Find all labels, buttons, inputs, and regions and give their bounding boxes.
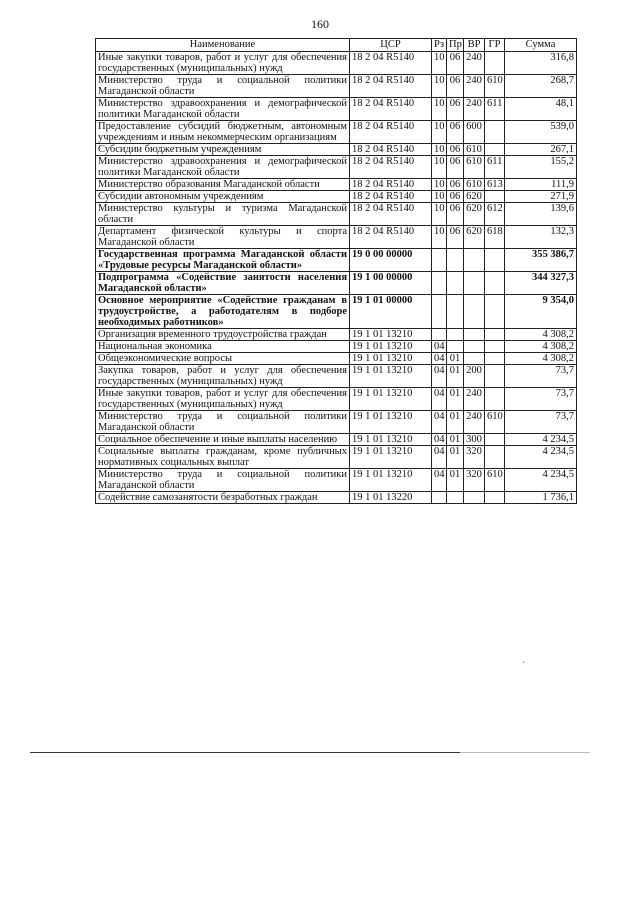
table-row (96, 434, 577, 446)
cell-rz: 10 (432, 52, 447, 75)
cell-csr: 19 1 01 13210 (350, 341, 432, 353)
cell-gr (485, 272, 505, 295)
cell-vr (464, 295, 485, 329)
cell-rz: 10 (432, 191, 447, 203)
cell-csr: 19 1 01 13210 (350, 446, 432, 469)
cell-csr: 18 2 04 R5140 (350, 203, 432, 226)
table-row (96, 179, 577, 191)
cell-sum: 268,7 (505, 75, 577, 98)
cell-pr: 01 (447, 469, 464, 492)
cell-csr: 18 2 04 R5140 (350, 52, 432, 75)
cell-rz: 04 (432, 341, 447, 353)
cell-sum: 4 308,2 (505, 353, 577, 365)
page-number: 160 (311, 17, 329, 31)
cell-vr: 300 (464, 434, 485, 446)
table-row (96, 121, 577, 144)
cell-pr: 01 (447, 446, 464, 469)
table-row (96, 388, 577, 411)
cell-name: Подпрограмма «Содействие занятости населения Магаданской области» (96, 272, 350, 295)
cell-vr: 240 (464, 388, 485, 411)
cell-csr: 19 1 01 13220 (350, 492, 432, 504)
cell-gr (485, 492, 505, 504)
table-row (96, 365, 577, 388)
cell-csr: 19 1 01 00000 (350, 295, 432, 329)
cell-sum: 1 736,1 (505, 492, 577, 504)
cell-name: Содействие самозанятости безработных граждан (96, 492, 350, 504)
cell-pr: 06 (447, 203, 464, 226)
cell-name: Иные закупки товаров, работ и услуг для обеспечения государственных (муниципальных) нужд (96, 388, 350, 411)
cell-vr: 620 (464, 226, 485, 249)
cell-rz (432, 295, 447, 329)
cell-pr: 06 (447, 75, 464, 98)
cell-name: Министерство здравоохранения и демографической политики Магаданской области (96, 98, 350, 121)
cell-name: Департамент физической культуры и спорта Магаданской области (96, 226, 350, 249)
cell-pr: 06 (447, 156, 464, 179)
cell-csr: 19 1 01 13210 (350, 434, 432, 446)
cell-gr: 611 (485, 98, 505, 121)
cell-csr: 18 2 04 R5140 (350, 98, 432, 121)
cell-name: Социальное обеспечение и иные выплаты населению (96, 434, 350, 446)
cell-pr: 06 (447, 52, 464, 75)
budget-table (95, 38, 577, 504)
cell-name: Министерство труда и социальной политики Магаданской области (96, 469, 350, 492)
table-row (96, 156, 577, 179)
cell-csr: 18 2 04 R5140 (350, 226, 432, 249)
cell-csr: 19 1 01 13210 (350, 388, 432, 411)
cell-gr (485, 388, 505, 411)
header-name: Наименование (96, 39, 350, 52)
cell-sum: 9 354,0 (505, 295, 577, 329)
cell-sum: 111,9 (505, 179, 577, 191)
table-header-row (96, 39, 577, 52)
table-row (96, 249, 577, 272)
cell-name: Основное мероприятие «Содействие гражданам в трудоустройстве, а работодателям в подборе необходимых работников» (96, 295, 350, 329)
cell-rz: 10 (432, 179, 447, 191)
cell-gr: 610 (485, 411, 505, 434)
cell-csr: 18 2 04 R5140 (350, 179, 432, 191)
scan-speck: ` (522, 660, 525, 670)
cell-csr: 19 1 00 00000 (350, 272, 432, 295)
cell-csr: 18 2 04 R5140 (350, 191, 432, 203)
cell-vr: 620 (464, 191, 485, 203)
table-row (96, 469, 577, 492)
cell-name: Организация временного трудоустройства граждан (96, 329, 350, 341)
cell-sum: 4 234,5 (505, 446, 577, 469)
cell-sum: 4 234,5 (505, 469, 577, 492)
cell-rz: 10 (432, 156, 447, 179)
cell-vr: 240 (464, 98, 485, 121)
cell-pr: 01 (447, 434, 464, 446)
cell-sum: 73,7 (505, 388, 577, 411)
cell-csr: 18 2 04 R5140 (350, 75, 432, 98)
cell-vr: 240 (464, 411, 485, 434)
cell-pr: 01 (447, 411, 464, 434)
cell-rz: 04 (432, 353, 447, 365)
cell-sum: 155,2 (505, 156, 577, 179)
cell-csr: 19 1 01 13210 (350, 353, 432, 365)
table-row (96, 446, 577, 469)
cell-name: Субсидии бюджетным учреждениям (96, 144, 350, 156)
cell-sum: 344 327,3 (505, 272, 577, 295)
cell-rz: 10 (432, 226, 447, 249)
cell-rz: 04 (432, 446, 447, 469)
header-gr: ГР (485, 39, 505, 52)
table-row (96, 272, 577, 295)
cell-rz: 10 (432, 144, 447, 156)
cell-name: Субсидии автономным учреждениям (96, 191, 350, 203)
cell-sum: 48,1 (505, 98, 577, 121)
cell-sum: 73,7 (505, 411, 577, 434)
cell-gr: 610 (485, 469, 505, 492)
cell-rz (432, 272, 447, 295)
cell-sum: 355 386,7 (505, 249, 577, 272)
header-vr: ВР (464, 39, 485, 52)
table-row (96, 52, 577, 75)
cell-vr: 320 (464, 446, 485, 469)
cell-pr: 06 (447, 144, 464, 156)
cell-sum: 271,9 (505, 191, 577, 203)
footer-rule (30, 752, 460, 753)
table-row (96, 75, 577, 98)
cell-vr (464, 492, 485, 504)
cell-sum: 73,7 (505, 365, 577, 388)
header-csr: ЦСР (350, 39, 432, 52)
cell-rz: 04 (432, 411, 447, 434)
table-row (96, 492, 577, 504)
cell-rz (432, 492, 447, 504)
cell-sum: 4 308,2 (505, 329, 577, 341)
cell-pr: 06 (447, 191, 464, 203)
cell-gr: 612 (485, 203, 505, 226)
cell-gr (485, 446, 505, 469)
cell-rz: 10 (432, 98, 447, 121)
cell-vr: 240 (464, 75, 485, 98)
cell-vr: 600 (464, 121, 485, 144)
cell-sum: 539,0 (505, 121, 577, 144)
header-pr: Пр (447, 39, 464, 52)
cell-rz: 10 (432, 121, 447, 144)
cell-vr: 320 (464, 469, 485, 492)
cell-sum: 132,3 (505, 226, 577, 249)
cell-name: Министерство труда и социальной политики Магаданской области (96, 411, 350, 434)
cell-sum: 267,1 (505, 144, 577, 156)
cell-vr: 610 (464, 179, 485, 191)
cell-pr: 06 (447, 226, 464, 249)
cell-csr: 19 1 01 13210 (350, 469, 432, 492)
cell-gr (485, 295, 505, 329)
cell-pr: 01 (447, 353, 464, 365)
cell-gr (485, 52, 505, 75)
cell-rz: 04 (432, 434, 447, 446)
table-row (96, 411, 577, 434)
cell-rz: 10 (432, 203, 447, 226)
cell-csr: 18 2 04 R5140 (350, 121, 432, 144)
cell-vr: 610 (464, 144, 485, 156)
cell-sum: 4 308,2 (505, 341, 577, 353)
cell-rz (432, 249, 447, 272)
table-row (96, 144, 577, 156)
cell-pr: 06 (447, 179, 464, 191)
cell-csr: 19 1 01 13210 (350, 411, 432, 434)
cell-gr: 613 (485, 179, 505, 191)
cell-sum: 139,6 (505, 203, 577, 226)
cell-name: Министерство образования Магаданской области (96, 179, 350, 191)
cell-gr: 618 (485, 226, 505, 249)
cell-pr (447, 295, 464, 329)
table-row (96, 203, 577, 226)
cell-name: Национальная экономика (96, 341, 350, 353)
cell-sum: 316,8 (505, 52, 577, 75)
cell-name: Министерство здравоохранения и демографической политики Магаданской области (96, 156, 350, 179)
cell-name: Общеэкономические вопросы (96, 353, 350, 365)
cell-gr (485, 341, 505, 353)
header-rz: Рз (432, 39, 447, 52)
cell-gr (485, 353, 505, 365)
table-row (96, 341, 577, 353)
cell-csr: 19 0 00 00000 (350, 249, 432, 272)
cell-vr (464, 272, 485, 295)
cell-vr: 620 (464, 203, 485, 226)
cell-rz: 04 (432, 365, 447, 388)
table-row (96, 329, 577, 341)
cell-gr (485, 329, 505, 341)
cell-gr (485, 121, 505, 144)
cell-csr: 19 1 01 13210 (350, 365, 432, 388)
cell-rz: 04 (432, 469, 447, 492)
table-row (96, 226, 577, 249)
cell-pr (447, 272, 464, 295)
cell-vr (464, 329, 485, 341)
cell-name: Социальные выплаты гражданам, кроме публичных нормативных социальных выплат (96, 446, 350, 469)
table-row (96, 191, 577, 203)
table-row (96, 353, 577, 365)
cell-gr (485, 249, 505, 272)
cell-gr (485, 365, 505, 388)
cell-pr (447, 492, 464, 504)
cell-csr: 18 2 04 R5140 (350, 156, 432, 179)
cell-vr: 610 (464, 156, 485, 179)
cell-vr (464, 353, 485, 365)
cell-pr (447, 341, 464, 353)
cell-vr (464, 341, 485, 353)
cell-rz: 10 (432, 75, 447, 98)
cell-pr: 01 (447, 365, 464, 388)
cell-gr (485, 434, 505, 446)
cell-vr (464, 249, 485, 272)
cell-gr: 611 (485, 156, 505, 179)
footer-rule-faint (460, 752, 590, 753)
cell-pr: 01 (447, 388, 464, 411)
cell-name: Закупка товаров, работ и услуг для обеспечения государственных (муниципальных) нужд (96, 365, 350, 388)
table-row (96, 98, 577, 121)
cell-csr: 19 1 01 13210 (350, 329, 432, 341)
cell-csr: 18 2 04 R5140 (350, 144, 432, 156)
cell-pr (447, 329, 464, 341)
cell-gr: 610 (485, 75, 505, 98)
cell-name: Министерство культуры и туризма Магаданской области (96, 203, 350, 226)
cell-name: Государственная программа Магаданской области «Трудовые ресурсы Магаданской области» (96, 249, 350, 272)
header-sum: Сумма (505, 39, 577, 52)
cell-pr: 06 (447, 121, 464, 144)
cell-gr (485, 191, 505, 203)
cell-rz (432, 329, 447, 341)
cell-pr (447, 249, 464, 272)
cell-name: Предоставление субсидий бюджетным, автономным учреждениям и иным некоммерческим организациям (96, 121, 350, 144)
cell-sum: 4 234,5 (505, 434, 577, 446)
cell-rz: 04 (432, 388, 447, 411)
cell-name: Иные закупки товаров, работ и услуг для обеспечения государственных (муниципальных) нужд (96, 52, 350, 75)
cell-pr: 06 (447, 98, 464, 121)
cell-vr: 200 (464, 365, 485, 388)
cell-name: Министерство труда и социальной политики Магаданской области (96, 75, 350, 98)
cell-vr: 240 (464, 52, 485, 75)
table-row (96, 295, 577, 329)
cell-gr (485, 144, 505, 156)
